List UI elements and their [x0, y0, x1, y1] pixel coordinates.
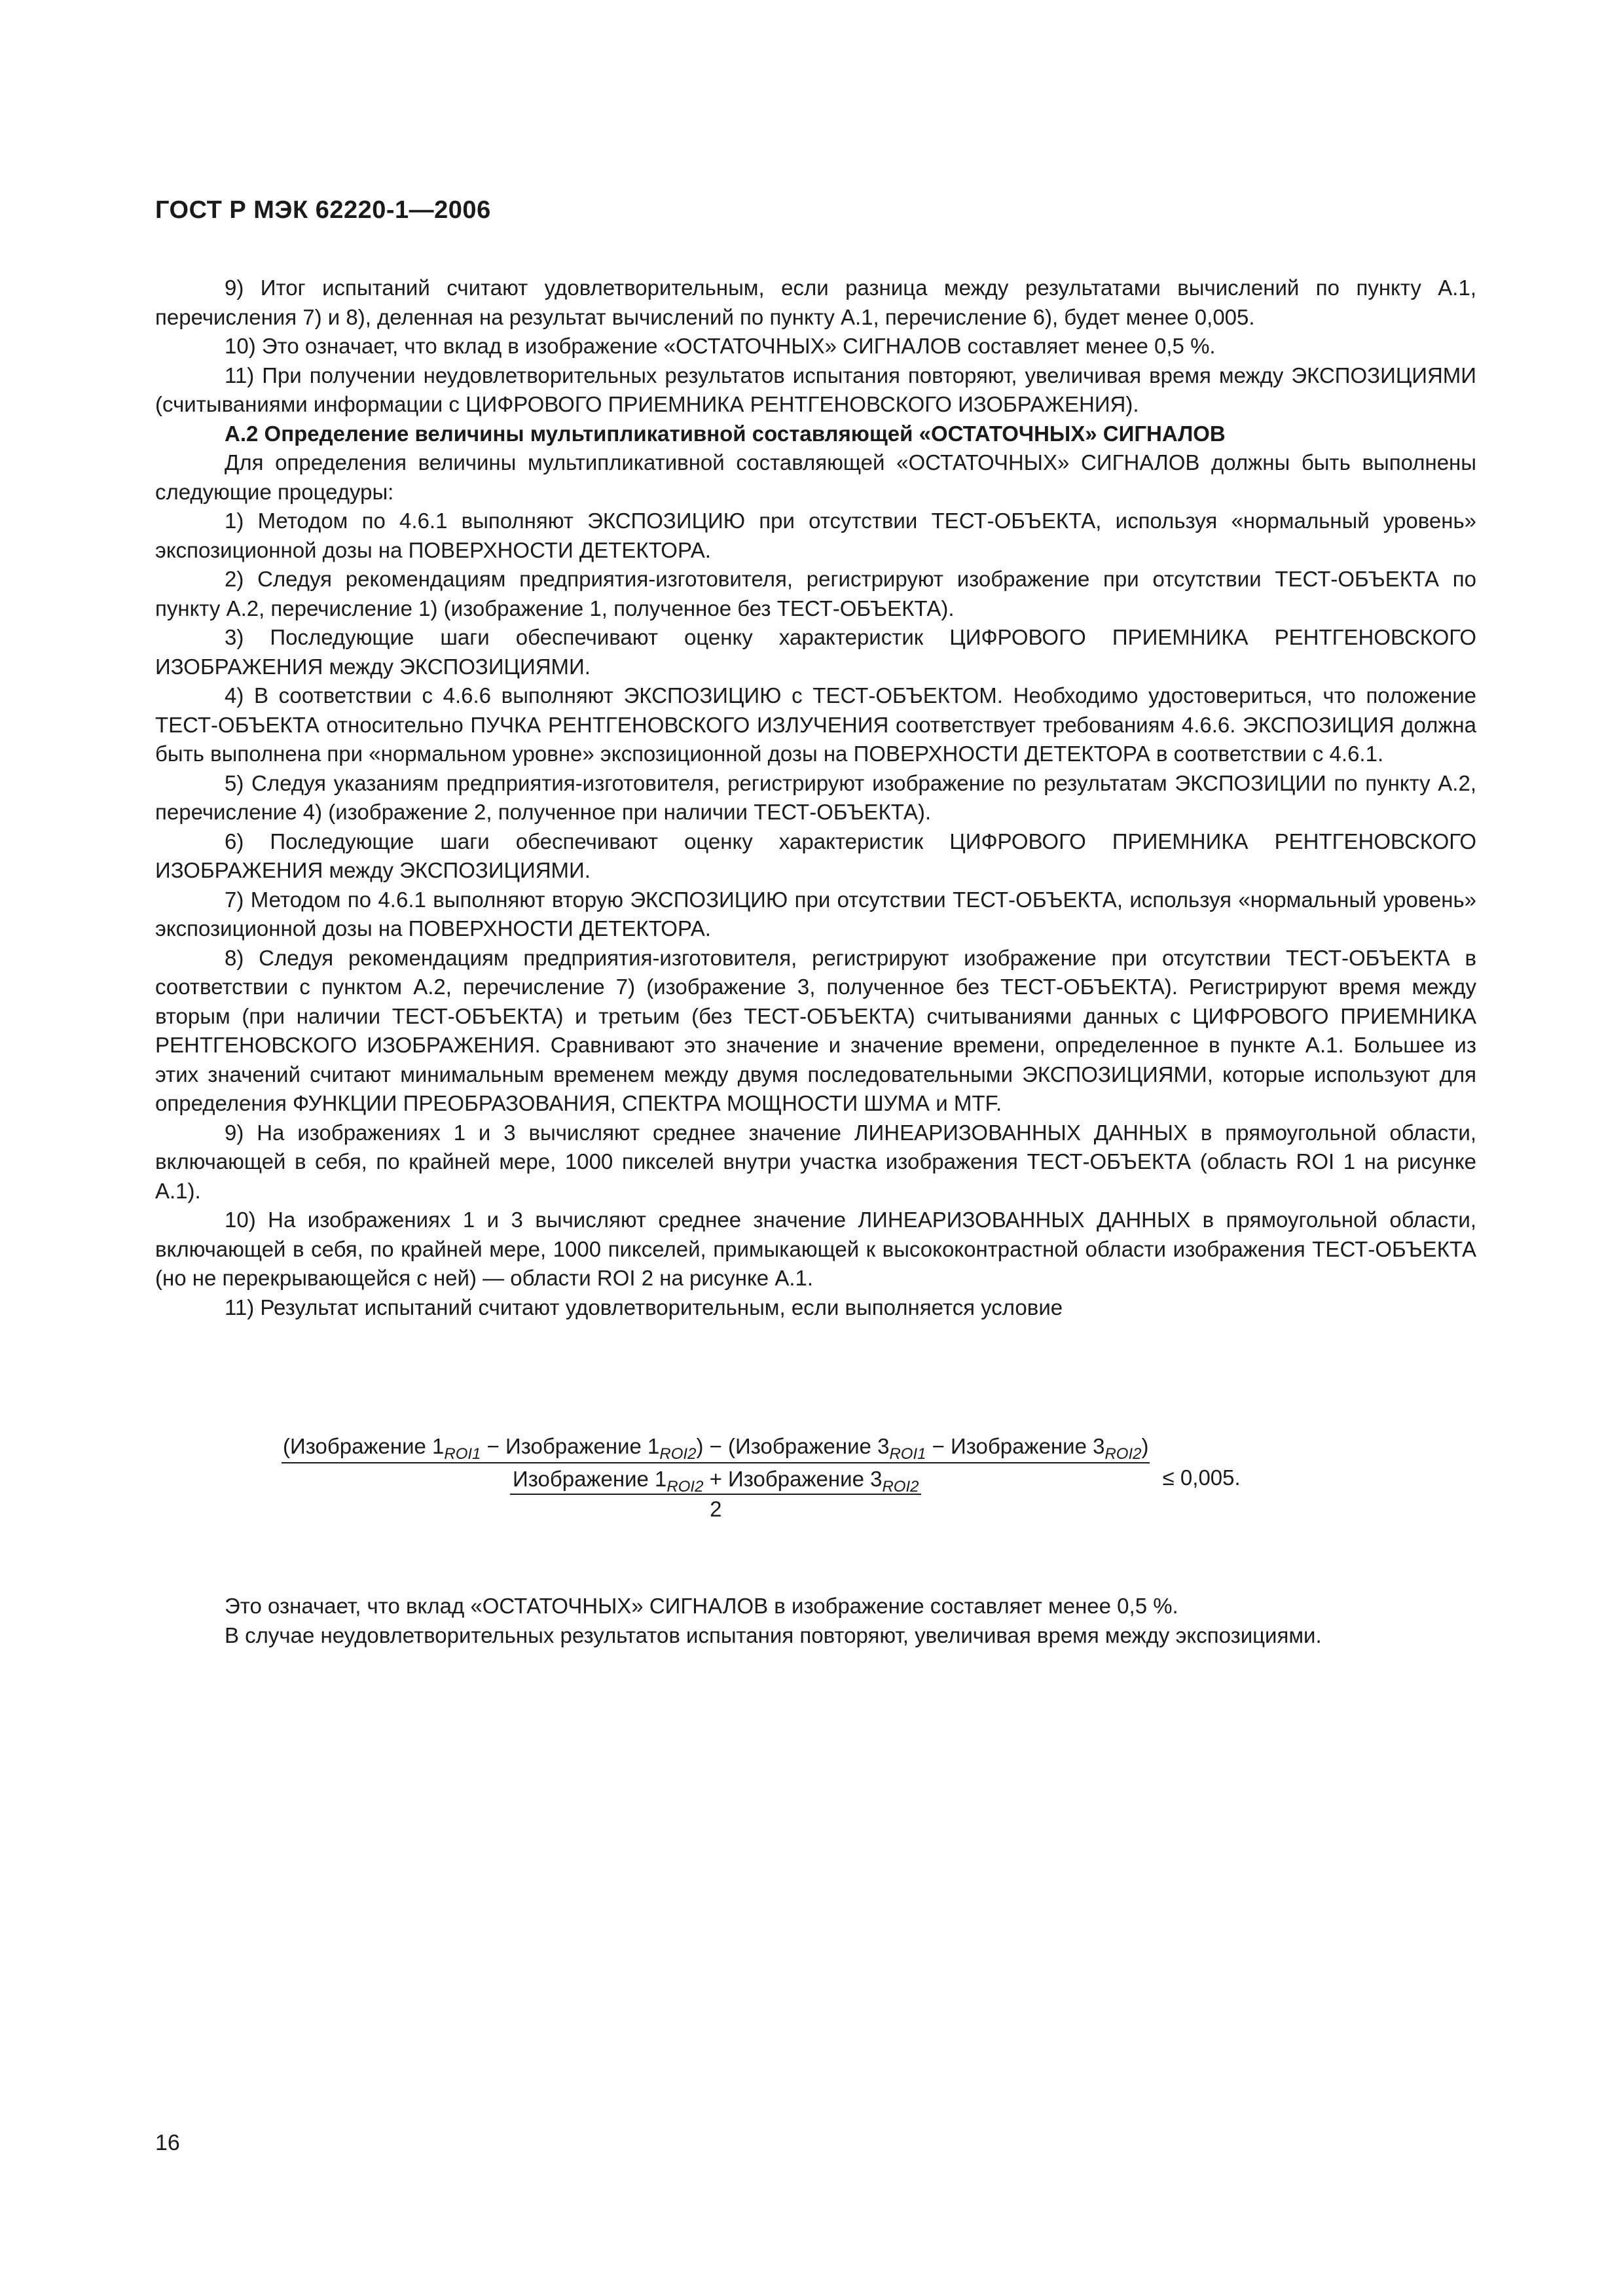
- paragraph: 1) Методом по 4.6.1 выполняют ЭКСПОЗИЦИЮ при отсутствии ТЕСТ-ОБЪЕКТА, используя «нормальный уровень» экспозиционной дозы на ПОВЕРХНОСТИ ДЕТЕКТОРА.: [155, 509, 1476, 562]
- section-heading: А.2 Определение величины мультипликативной составляющей «ОСТАТОЧНЫХ» СИГНАЛОВ: [225, 421, 1226, 446]
- formula-text: ): [1141, 1434, 1149, 1458]
- formula-denominator-numerator: [510, 1466, 921, 1495]
- paragraph: Это означает, что вклад «ОСТАТОЧНЫХ» СИГНАЛОВ в изображение составляет менее 0,5 %.: [225, 1594, 1178, 1618]
- formula: [282, 1433, 1395, 1522]
- standard-code: ГОСТ Р МЭК 62220-1—2006: [155, 196, 491, 224]
- document-conclusion: [155, 1592, 1476, 1650]
- paragraph: 9) Итог испытаний считают удовлетворительным, если разница между результатами вычислений по пункту А.1, перечисления 7) и 8), деленная на результат вычислений по пункту А.1, перечисление 6), будет менее 0,005.: [155, 276, 1476, 329]
- formula-text: − Изображение 1: [481, 1434, 660, 1458]
- document-header: [155, 196, 491, 224]
- paragraph: 11) При получении неудовлетворительных результатов испытания повторяют, увеличивая время между ЭКСПОЗИЦИЯМИ (считываниями информации с ЦИФРОВОГО ПРИЕМНИКА РЕНТГЕНОВСКОГО ИЗОБРАЖЕНИЯ).: [155, 363, 1476, 416]
- formula-text: ) − (Изображение 3: [696, 1434, 890, 1458]
- document-body: [155, 274, 1476, 1322]
- formula-subscript: ROI2: [882, 1478, 919, 1496]
- paragraph: 11) Результат испытаний считают удовлетворительным, если выполняется условие: [225, 1295, 1063, 1319]
- formula-numerator: [282, 1433, 1150, 1463]
- formula-subscript: ROI2: [659, 1445, 697, 1463]
- paragraph: 4) В соответствии с 4.6.6 выполняют ЭКСПОЗИЦИЮ с ТЕСТ-ОБЪЕКТОМ. Необходимо удостовериться, что положение ТЕСТ-ОБЪЕКТА относительно ПУЧКА РЕНТГЕНОВСКОГО ИЗЛУЧЕНИЯ соответствует требованиям 4.6.6. ЭКСПОЗИЦИЯ должна быть выполнена при «нормальном уровне» экспозиционной дозы на ПОВЕРХНОСТИ ДЕТЕКТОРА в соответствии с 4.6.1.: [155, 683, 1476, 766]
- formula-text: + Изображение 3: [703, 1467, 883, 1491]
- page-number: 16: [155, 2130, 180, 2155]
- formula-divisor: 2: [710, 1497, 722, 1521]
- formula-subscript: ROI1: [889, 1445, 926, 1463]
- formula-text: Изображение 1: [513, 1467, 667, 1491]
- formula-text: − Изображение 3: [926, 1434, 1105, 1458]
- paragraph: 10) Это означает, что вклад в изображение «ОСТАТОЧНЫХ» СИГНАЛОВ составляет менее 0,5 %.: [225, 334, 1216, 358]
- paragraph: 8) Следуя рекомендациям предприятия-изготовителя, регистрируют изображение при отсутствии ТЕСТ-ОБЪЕКТА в соответствии с пунктом А.2, перечисление 7) (изображение 3, полученное без ТЕСТ-ОБЪЕКТА). Регистрируют время между вторым (при наличии ТЕСТ-ОБЪЕКТА) и третьим (без ТЕСТ-ОБЪЕКТА) считываниями данных с ЦИФРОВОГО ПРИЕМНИКА РЕНТГЕНОВСКОГО ИЗОБРАЖЕНИЯ. Сравнивают это значение и значение времени, определенное в пункте А.1. Большее из этих значений считают минимальным временем между двумя последовательными ЭКСПОЗИЦИЯМИ, которые используют для определения ФУНКЦИИ ПРЕОБРАЗОВАНИЯ, СПЕКТРА МОЩНОСТИ ШУМА и MTF.: [155, 945, 1476, 1115]
- formula-denominator: [510, 1463, 921, 1522]
- paragraph: 3) Последующие шаги обеспечивают оценку характеристик ЦИФРОВОГО ПРИЕМНИКА РЕНТГЕНОВСКОГО ИЗОБРАЖЕНИЯ между ЭКСПОЗИЦИЯМИ.: [155, 625, 1476, 679]
- paragraph: 7) Методом по 4.6.1 выполняют вторую ЭКСПОЗИЦИЮ при отсутствии ТЕСТ-ОБЪЕКТА, используя «нормальный уровень» экспозиционной дозы на ПОВЕРХНОСТИ ДЕТЕКТОРА.: [155, 887, 1476, 941]
- paragraph: 9) На изображениях 1 и 3 вычисляют среднее значение ЛИНЕАРИЗОВАННЫХ ДАННЫХ в прямоугольной области, включающей в себя, по крайней мере, 1000 пикселей внутри участка изображения ТЕСТ-ОБЪЕКТА (область ROI 1 на рисунке А.1).: [155, 1120, 1476, 1203]
- paragraph: 5) Следуя указаниям предприятия-изготовителя, регистрируют изображение по результатам ЭКСПОЗИЦИИ по пункту А.2, перечисление 4) (изображение 2, полученное при наличии ТЕСТ-ОБЪЕКТА).: [155, 770, 1476, 824]
- paragraph: Для определения величины мультипликативной составляющей «ОСТАТОЧНЫХ» СИГНАЛОВ должны быть выполнены следующие процедуры:: [155, 450, 1476, 504]
- formula-subscript: ROI2: [666, 1478, 704, 1496]
- formula-text: (Изображение 1: [283, 1434, 445, 1458]
- formula-subscript: ROI1: [444, 1445, 481, 1463]
- paragraph: 2) Следуя рекомендациям предприятия-изготовителя, регистрируют изображение при отсутствии ТЕСТ-ОБЪЕКТА по пункту А.2, перечисление 1) (изображение 1, полученное без ТЕСТ-ОБЪЕКТА).: [155, 567, 1476, 620]
- formula-fraction: [282, 1433, 1150, 1522]
- paragraph: 6) Последующие шаги обеспечивают оценку характеристик ЦИФРОВОГО ПРИЕМНИКА РЕНТГЕНОВСКОГО ИЗОБРАЖЕНИЯ между ЭКСПОЗИЦИЯМИ.: [155, 829, 1476, 882]
- formula-relation: ≤ 0,005.: [1162, 1465, 1241, 1490]
- formula-subscript: ROI2: [1104, 1445, 1142, 1463]
- paragraph: 10) На изображениях 1 и 3 вычисляют среднее значение ЛИНЕАРИЗОВАННЫХ ДАННЫХ в прямоугольной области, включающей в себя, по крайней мере, 1000 пикселей, примыкающей к высококонтрастной области изображения ТЕСТ-ОБЪЕКТА (но не перекрывающейся с ней) — области ROI 2 на рисунке А.1.: [155, 1208, 1476, 1290]
- paragraph: В случае неудовлетворительных результатов испытания повторяют, увеличивая время между экспозициями.: [225, 1623, 1322, 1647]
